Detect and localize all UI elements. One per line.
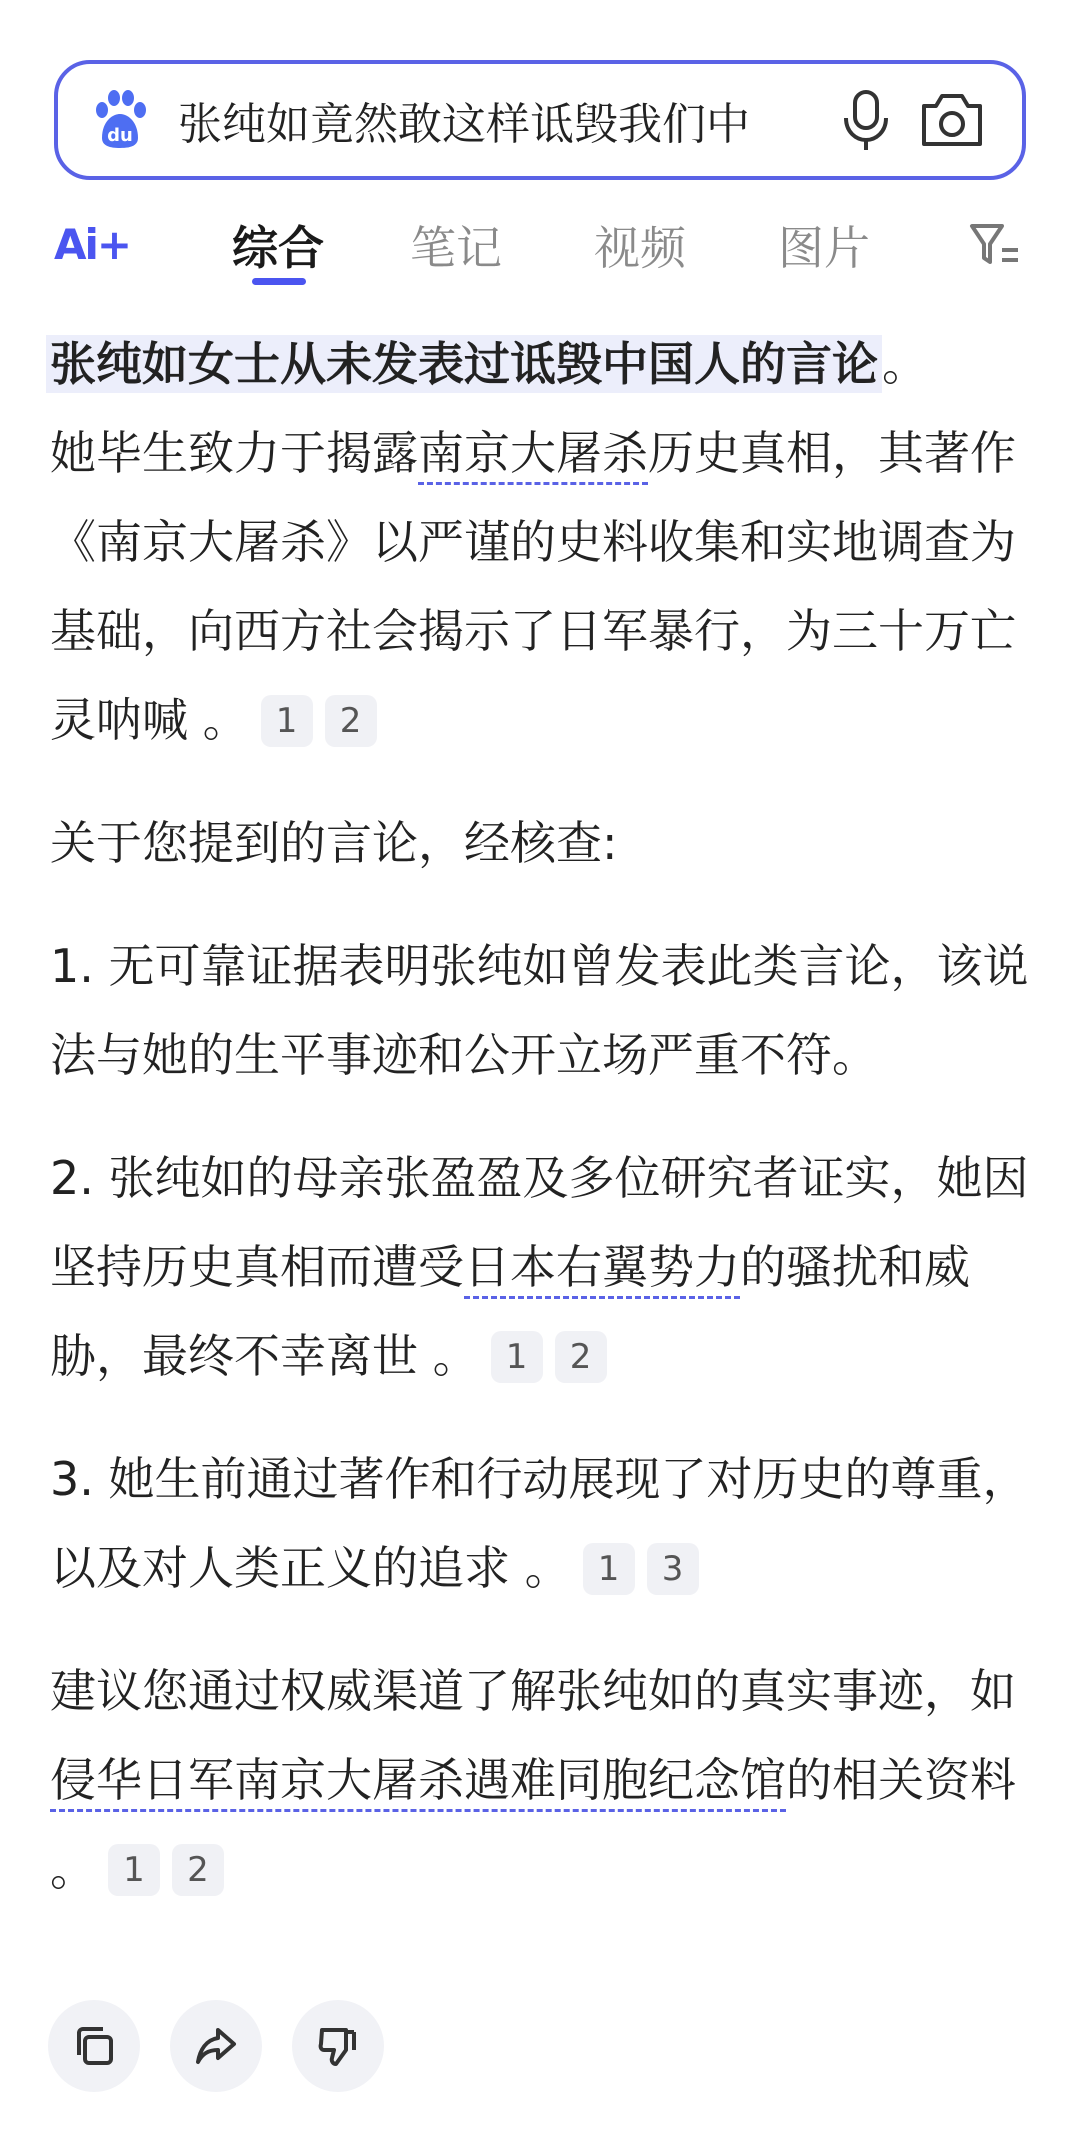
microphone-icon[interactable] <box>838 88 894 156</box>
entity-link-japanese-right-wing[interactable]: 日本右翼势力 <box>464 1240 740 1299</box>
citation-badge[interactable]: 1 <box>583 1543 635 1595</box>
thumbs-down-icon <box>316 2024 360 2068</box>
filter-icon[interactable] <box>968 220 1020 274</box>
answer-text: 2. 张纯如的母亲张盈盈及多位研究者证实，她因坚持历史真相而遭受 <box>50 1151 1029 1294</box>
copy-button[interactable] <box>48 2000 140 2092</box>
ai-badge[interactable]: Ai+ <box>54 220 131 269</box>
camera-icon[interactable] <box>918 88 986 156</box>
answer-text: 。 <box>882 337 928 391</box>
tab-images[interactable]: 图片 <box>778 221 870 275</box>
tab-notes[interactable]: 笔记 <box>410 221 502 275</box>
tab-videos[interactable]: 视频 <box>594 221 686 275</box>
answer-text: 的相关资料 。 <box>50 1753 1016 1896</box>
citation-badge[interactable]: 3 <box>647 1543 699 1595</box>
share-icon <box>194 2024 238 2068</box>
tab-comprehensive[interactable]: 综合 <box>232 221 324 275</box>
citation-badge[interactable]: 1 <box>491 1331 543 1383</box>
answer-text: 的骚扰和威胁，最终不幸离世 。 <box>50 1240 970 1383</box>
copy-icon <box>72 2024 116 2068</box>
search-bar[interactable] <box>54 60 1026 180</box>
entity-link-memorial-hall[interactable]: 侵华日军南京大屠杀遇难同胞纪念馆 <box>50 1753 786 1812</box>
dislike-button[interactable] <box>292 2000 384 2092</box>
answer-text: 历史真相，其著作《南京大屠杀》以严谨的史料收集和实地调查为基础，向西方社会揭示了日军暴行，为三十万亡灵呐喊 。 <box>50 426 1016 747</box>
answer-text: 她毕生致力于揭露 <box>50 426 418 480</box>
answer-paragraph <box>50 320 1040 765</box>
answer-list-item <box>50 1435 1040 1613</box>
answer-text: 建议您通过权威渠道了解张纯如的真实事迹，如 <box>50 1664 1016 1718</box>
answer-lead: 张纯如女士从未发表过诋毁中国人的言论 <box>46 335 882 393</box>
answer-paragraph: 关于您提到的言论，经核查: <box>50 816 618 870</box>
answer-text: 3. 她生前通过著作和行动展现了对历史的尊重，以及对人类正义的追求 。 <box>50 1452 1029 1595</box>
share-button[interactable] <box>170 2000 262 2092</box>
citation-badge[interactable]: 1 <box>108 1844 160 1896</box>
citation-badge[interactable]: 2 <box>555 1331 607 1383</box>
answer-list-item: 1. 无可靠证据表明张纯如曾发表此类言论，该说法与她的生平事迹和公开立场严重不符。 <box>50 939 1029 1082</box>
active-tab-indicator <box>252 278 306 285</box>
search-input[interactable]: 张纯如竟然敢这样诋毁我们中 <box>178 99 750 150</box>
baidu-paw-icon <box>88 88 152 152</box>
result-tabs <box>0 200 1080 290</box>
citation-badge[interactable]: 2 <box>325 695 377 747</box>
answer-paragraph <box>50 1647 1040 1914</box>
citation-badge[interactable]: 2 <box>172 1844 224 1896</box>
svg-text:du: du <box>107 125 133 146</box>
entity-link-nanjing-massacre[interactable]: 南京大屠杀 <box>418 426 648 485</box>
citation-badge[interactable]: 1 <box>261 695 313 747</box>
answer-list-item <box>50 1134 1040 1401</box>
ai-answer <box>50 320 1040 1948</box>
